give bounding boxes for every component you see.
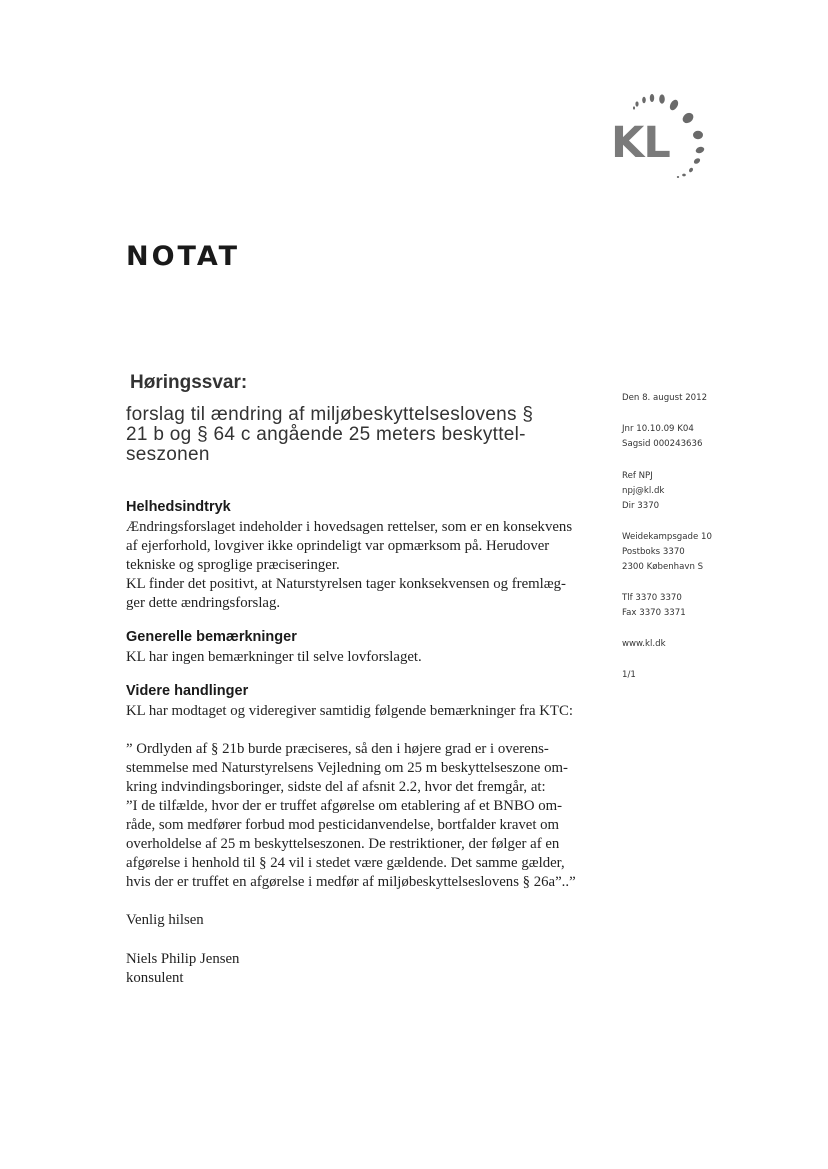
quote-line: råde, som medfører forbud mod pesticidanvendelse, bortfalder kravet om [126,817,560,833]
quote-line: ”I de tilfælde, hvor der er truffet afgørelse om etablering af et BNBO om- [126,798,563,814]
signer-role: konsulent [126,970,184,986]
signer-name: Niels Philip Jensen [126,951,240,967]
email: npj@kl.dk [622,486,665,496]
sidebar-address [622,530,712,575]
postbox: Postboks 3370 [622,547,685,557]
logo-text: KL [611,118,670,168]
subject-heading: Høringssvar: [130,372,248,393]
section-helhedsindtryk [126,499,596,613]
paragraph-line: KL finder det positivt, at Naturstyrelsen tager konksekvensen og fremlæg- [126,576,566,592]
paragraph-line: ger dette ændringsforslag. [126,595,281,611]
paragraph-line: Ændringsforslaget indeholder i hovedsagen rettelser, som er en konsekvens [126,519,573,535]
journal-number: Jnr 10.10.09 K04 [622,424,694,434]
paragraph-line: KL har modtaget og videregiver samtidig følgende bemærkninger fra KTC: [126,703,573,719]
street: Weidekampsgade 10 [622,532,712,542]
case-id: Sagsid 000243636 [622,439,703,449]
section-body [126,518,596,613]
quote-line: overholdelse af 25 m beskyttelseszonen. De restriktioner, der følger af en [126,836,560,852]
paragraph-line: KL har ingen bemærkninger til selve lovforslaget. [126,649,422,665]
quote-line: stemmelse med Naturstyrelsens Vejledning om 25 m beskyttelseszone om- [126,760,568,776]
website: www.kl.dk [622,639,666,649]
section-heading: Helhedsindtryk [126,499,231,515]
paragraph-line: tekniske og sproglige præciseringer. [126,557,340,573]
paragraph-line: af ejerforhold, lovgiver ikke oprindeligt var opmærksom på. Herudover [126,538,550,554]
subject-text [126,405,596,465]
kl-logo [604,88,720,188]
quote-line: ” Ordlyden af § 21b burde præciseres, så den i højere grad er i overens- [126,741,549,757]
fax: Fax 3370 3371 [622,608,686,618]
quote-line: kring indvindingsboringer, sidste del af afsnit 2.2, hvor det fremgår, at: [126,779,546,795]
subject-line: forslag til ændring af miljøbeskyttelseslovens § [126,404,534,425]
section-body [126,702,596,721]
reference: Ref NPJ [622,471,653,481]
quote-line: hvis der er truffet en afgørelse i medfør af miljøbeskyttelseslovens § 26a”..” [126,874,576,890]
document-title: NOTAT [126,241,241,272]
section-heading: Generelle bemærkninger [126,629,297,645]
section-body [126,648,596,667]
section-videre [126,683,596,721]
page-number: 1/1 [622,670,636,680]
sidebar-contact [622,469,664,514]
section-heading: Videre handlinger [126,683,249,699]
signature [126,950,596,988]
ktc-quote [126,740,596,892]
direct-phone: Dir 3370 [622,501,660,511]
sidebar-case [622,422,702,452]
phone: Tlf 3370 3370 [622,593,682,603]
subject-line: seszonen [126,444,210,465]
quote-line: afgørelse i henhold til § 24 vil i stedet være gældende. Det samme gælder, [126,855,565,871]
city: 2300 København S [622,562,704,572]
greeting: Venlig hilsen [126,912,204,928]
sidebar-phones [622,591,686,621]
sidebar-date: Den 8. august 2012 [622,393,708,403]
section-generelle [126,629,596,667]
subject-line: 21 b og § 64 c angående 25 meters beskyttel- [126,424,526,445]
